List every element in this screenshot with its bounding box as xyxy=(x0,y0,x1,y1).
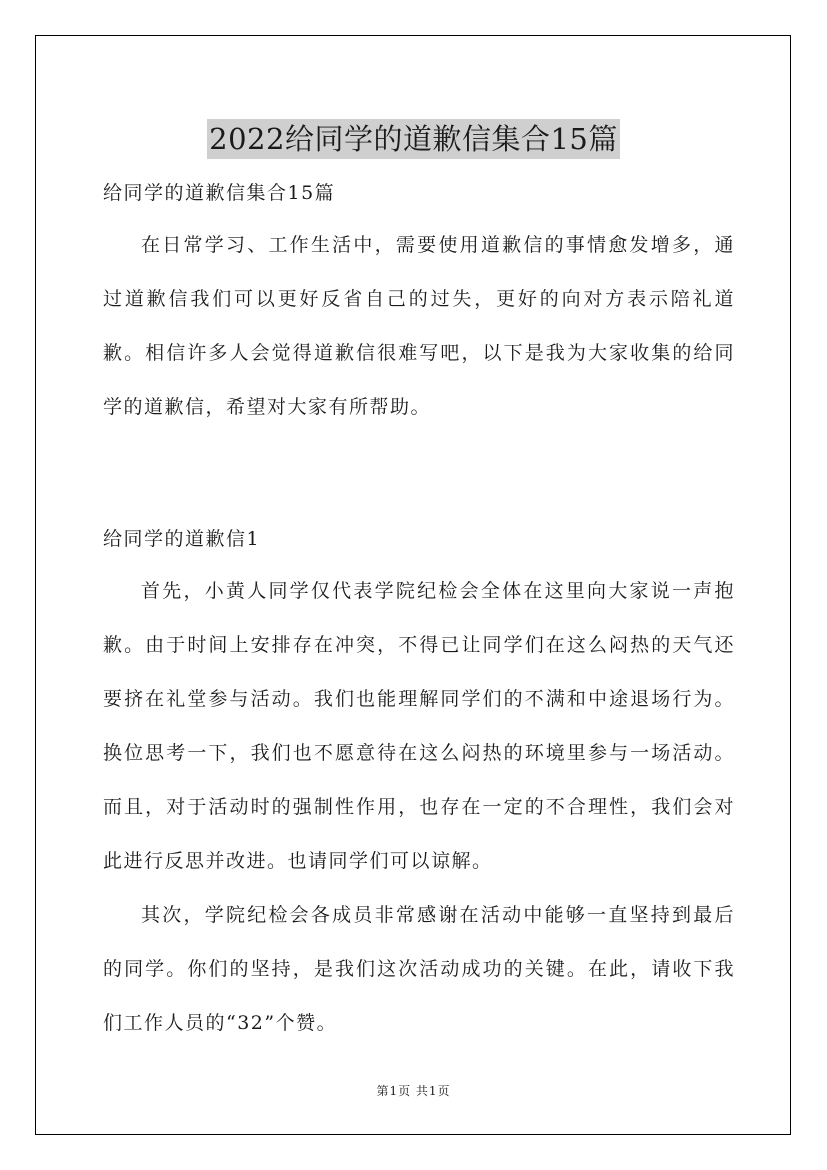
title-container xyxy=(0,100,827,179)
page-footer: 第1页 共1页 xyxy=(376,1084,451,1098)
document-subtitle: 给同学的道歉信集合15篇 xyxy=(103,182,336,204)
intro-paragraph: 在日常学习、工作生活中，需要使用道歉信的事情愈发增多，通过道歉信我们可以更好反省自己的过失，更好的向对方表示陪礼道歉。相信许多人会觉得道歉信很难写吧，以下是我为大家收集的给同学的道歉信，希望对大家有所帮助。 xyxy=(103,234,735,418)
document-title: 2022给同学的道歉信集合15篇 xyxy=(207,119,620,159)
section-paragraph-2: 其次，学院纪检会各成员非常感谢在活动中能够一直坚持到最后的同学。你们的坚持，是我们这次活动成功的关键。在此，请收下我们工作人员的“32”个赞。 xyxy=(103,904,735,1034)
document-body xyxy=(103,172,735,1050)
section-heading: 给同学的道歉信1 xyxy=(103,528,261,550)
section-paragraph-1: 首先，小黄人同学仅代表学院纪检会全体在这里向大家说一声抱歉。由于时间上安排存在冲突，不得已让同学们在这么闷热的天气还要挤在礼堂参与活动。我们也能理解同学们的不满和中途退场行为。换位思考一下，我们也不愿意待在这么闷热的环境里参与一场活动。而且，对于活动时的强制性作用，也存在一定的不合理性，我们会对此进行反思并改进。也请同学们可以谅解。 xyxy=(103,580,735,872)
